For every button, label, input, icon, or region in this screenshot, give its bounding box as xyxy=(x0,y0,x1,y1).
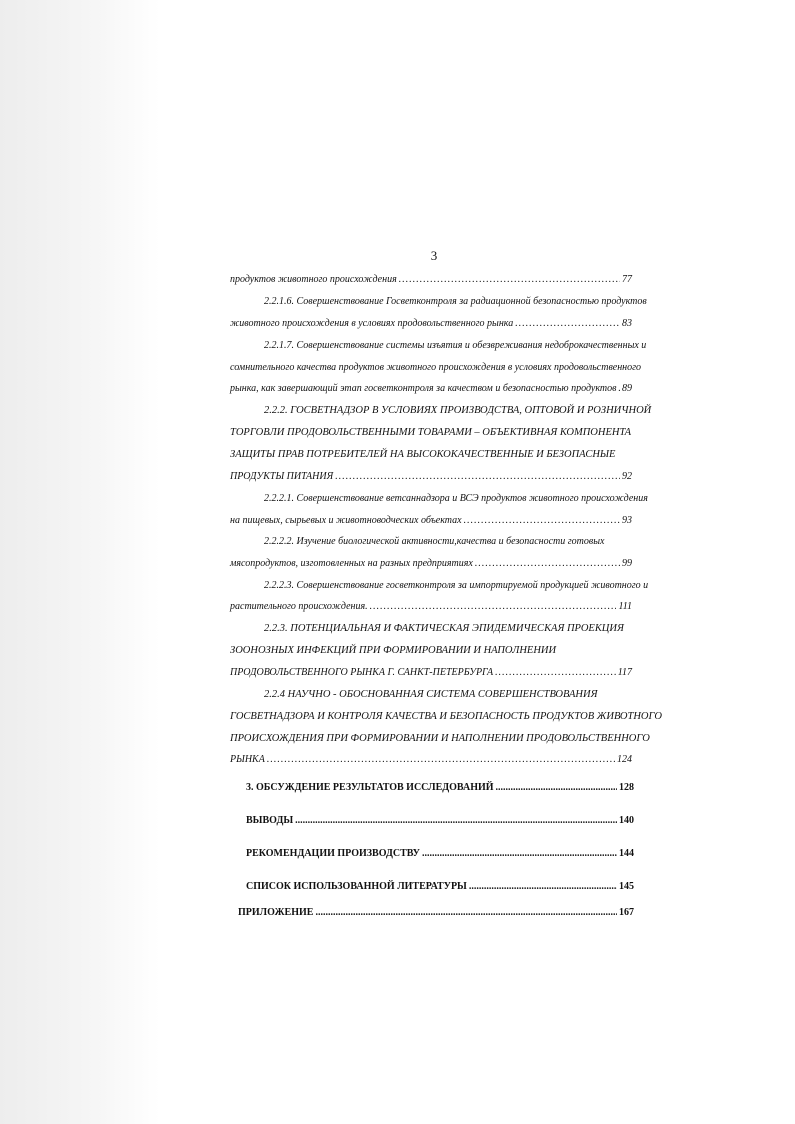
toc-line: 2.2.2.1. Совершенствование ветсаннадзора и ВСЭ продуктов животного происхождения xyxy=(264,493,648,504)
toc-entry xyxy=(230,383,632,395)
toc-section xyxy=(246,848,634,860)
toc-line: 2.2.2.2. Изучение биологической активности,качества и безопасности готовых xyxy=(264,536,605,547)
toc-entry-title: на пищевых, сырьевых и животноводческих объектах xyxy=(230,515,462,526)
toc-entry xyxy=(230,754,632,766)
toc-entry-page: 92 xyxy=(622,471,632,482)
toc-entry-title: ПРОДУКТЫ ПИТАНИЯ xyxy=(230,471,334,482)
toc-line: 2.2.4 НАУЧНО - ОБОСНОВАННАЯ СИСТЕМА СОВЕРШЕНСТВОВАНИЯ xyxy=(264,689,598,700)
toc-section-title: ВЫВОДЫ xyxy=(246,815,294,826)
page-number: 3 xyxy=(430,248,438,263)
leader-dots xyxy=(295,815,617,827)
toc-entry xyxy=(230,274,632,286)
toc-entry-page: 77 xyxy=(622,274,632,285)
toc-section-title: РЕКОМЕНДАЦИИ ПРОИЗВОДСТВУ xyxy=(246,848,420,859)
leader-dots xyxy=(469,881,617,893)
leader-dots xyxy=(422,848,617,860)
leader-dots xyxy=(515,318,620,330)
leader-dots xyxy=(495,667,616,679)
toc-line: ЗАЩИТЫ ПРАВ ПОТРЕБИТЕЛЕЙ НА ВЫСОКОКАЧЕСТВЕННЫЕ И БЕЗОПАСНЫЕ xyxy=(230,449,616,460)
toc-line: 2.2.3. ПОТЕНЦИАЛЬНАЯ И ФАКТИЧЕСКАЯ ЭПИДЕМИЧЕСКАЯ ПРОЕКЦИЯ xyxy=(264,623,624,634)
leader-dots xyxy=(618,383,620,395)
toc-entry-title: РЫНКА xyxy=(230,754,265,765)
toc-section-title: ПРИЛОЖЕНИЕ xyxy=(238,907,314,918)
toc-entry xyxy=(230,601,632,613)
leader-dots xyxy=(496,782,617,794)
toc-entry-title: продуктов животного происхождения xyxy=(230,274,397,285)
toc-line: сомнительного качества продуктов животного происхождения в условиях продовольственного xyxy=(230,362,642,373)
toc-entry-title: рынка, как завершающий этап госветконтроля за качеством и безопасностью продуктов xyxy=(230,383,617,394)
leader-dots xyxy=(464,515,620,527)
toc-section-page: 144 xyxy=(619,848,634,859)
leader-dots xyxy=(370,601,617,613)
toc-section-page: 145 xyxy=(619,881,634,892)
toc-section-page: 128 xyxy=(619,782,634,793)
toc-section xyxy=(246,815,634,827)
leader-dots xyxy=(267,754,615,766)
toc-line: 2.2.2. ГОСВЕТНАДЗОР В УСЛОВИЯХ ПРОИЗВОДСТВА, ОПТОВОЙ И РОЗНИЧНОЙ xyxy=(264,405,652,416)
toc-section-page: 167 xyxy=(619,907,634,918)
toc-line: 2.2.1.6. Совершенствование Госветконтроля за радиационной безопасностью продуктов xyxy=(264,296,647,307)
toc-section xyxy=(246,881,634,893)
toc-entry-page: 124 xyxy=(617,754,632,765)
toc-section-title: СПИСОК ИСПОЛЬЗОВАННОЙ ЛИТЕРАТУРЫ xyxy=(246,881,467,892)
toc-entry-title: ПРОДОВОЛЬСТВЕННОГО РЫНКА Г. САНКТ-ПЕТЕРБУРГА xyxy=(230,667,494,678)
toc-line: 2.2.1.7. Совершенствование системы изъятия и обезвреживания недоброкачественных и xyxy=(264,340,647,351)
toc-entry-title: мясопродуктов, изготовленных на разных предприятиях xyxy=(230,558,473,569)
toc-entry xyxy=(230,318,632,330)
toc-section-title: 3. ОБСУЖДЕНИЕ РЕЗУЛЬТАТОВ ИССЛЕДОВАНИЙ xyxy=(246,782,494,793)
toc-entry xyxy=(230,471,632,483)
toc-line: ПРОИСХОЖДЕНИЯ ПРИ ФОРМИРОВАНИИ И НАПОЛНЕНИИ ПРОДОВОЛЬСТВЕННОГО xyxy=(230,733,650,744)
toc-entry-title: животного происхождения в условиях продовольственного рынка xyxy=(230,318,514,329)
toc-entry xyxy=(230,515,632,527)
toc-section xyxy=(238,907,634,919)
toc-entry-title: растительного происхождения. xyxy=(230,601,368,612)
toc-entry-page: 99 xyxy=(622,558,632,569)
toc-entry-page: 83 xyxy=(622,318,632,329)
toc-entry-page: 93 xyxy=(622,515,632,526)
toc-entry-page: 117 xyxy=(617,667,632,678)
toc-entry-page: 89 xyxy=(622,383,632,394)
toc-section-page: 140 xyxy=(619,815,634,826)
toc-entry xyxy=(230,667,632,679)
toc-line: 2.2.2.3. Совершенствование госветконтроля за импортируемой продукцией животного и xyxy=(264,580,649,591)
toc-line: ЗООНОЗНЫХ ИНФЕКЦИЙ ПРИ ФОРМИРОВАНИИ И НАПОЛНЕНИИ xyxy=(230,645,557,656)
toc-entry-page: 111 xyxy=(618,601,632,612)
leader-dots xyxy=(335,471,620,483)
leader-dots xyxy=(475,558,620,570)
toc-line: ТОРГОВЛИ ПРОДОВОЛЬСТВЕННЫМИ ТОВАРАМИ – ОБЪЕКТИВНАЯ КОМПОНЕНТА xyxy=(230,427,632,438)
toc-entry xyxy=(230,558,632,570)
leader-dots xyxy=(399,274,620,286)
toc-section xyxy=(246,782,634,794)
leader-dots xyxy=(315,907,617,919)
toc-line: ГОСВЕТНАДЗОРА И КОНТРОЛЯ КАЧЕСТВА И БЕЗОПАСНОСТЬ ПРОДУКТОВ ЖИВОТНОГО xyxy=(230,711,662,722)
scan-shadow xyxy=(0,0,160,1124)
